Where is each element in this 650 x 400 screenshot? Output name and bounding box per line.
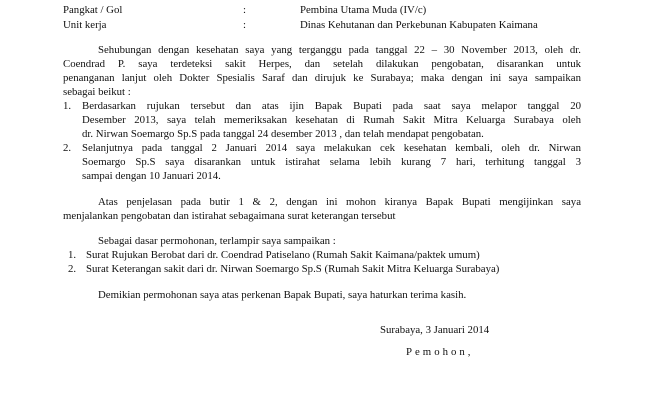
rank-value: Pembina Utama Muda (IV/c) <box>300 4 427 16</box>
point-line: dr. Nirwan Soemargo Sp.S pada tanggal 24 desember 2013 , dan telah mendapat pengobatan. <box>82 128 484 140</box>
attachment-number: 2. <box>68 263 77 275</box>
attachments-intro: Sebagai dasar permohonan, terlampir saya sampaikan : <box>98 235 336 247</box>
signature-title: Pemohon, <box>406 346 474 358</box>
attachment-number: 1. <box>68 249 77 261</box>
point-line: Soemargo Sp.S saya disarankan untuk istirahat selama lebih kurang 7 hari, terhitung tanggal 3 <box>82 156 581 168</box>
point-line: Berdasarkan rujukan tersebut dan atas ijin Bapak Bupati pada saat saya melapor tanggal 20 <box>82 100 581 112</box>
intro-line: penanganan lanjut oleh Dokter Spesialis Saraf dan dirujuk ke Surabaya; maka dengan ini saya sampaikan <box>63 72 581 84</box>
signature-place-date: Surabaya, 3 Januari 2014 <box>380 324 490 336</box>
rank-separator: : <box>243 4 246 16</box>
point-line: sampai dengan 10 Januari 2014. <box>82 170 221 182</box>
intro-line: Sehubungan dengan kesehatan saya yang terganggu pada tanggal 22 – 30 November 2013, oleh dr. <box>98 44 581 56</box>
unit-value: Dinas Kehutanan dan Perkebunan Kabupaten Kaimana <box>300 19 538 31</box>
point-line: Desember 2013, saya telah memeriksakan kesehatan di Rumah Sakit Mitra Keluarga Surabaya oleh <box>82 114 581 126</box>
attachment-item: Surat Keterangan sakit dari dr. Nirwan Soemargo Sp.S (Rumah Sakit Mitra Keluarga Surabaya) <box>86 263 500 275</box>
point-number: 1. <box>63 100 72 112</box>
rank-label: Pangkat / Gol <box>63 4 123 16</box>
request-line: Atas penjelasan pada butir 1 & 2, dengan ini mohon kiranya Bapak Bupati mengijinkan saya <box>98 196 581 208</box>
unit-separator: : <box>243 19 246 31</box>
point-line: Selanjutnya pada tanggal 2 Januari 2014 saya melakukan cek kesehatan kembali, oleh dr. Nirwan <box>82 142 581 154</box>
point-number: 2. <box>63 142 72 154</box>
intro-line: sebagai beikut : <box>63 86 131 98</box>
closing-sentence: Demikian permohonan saya atas perkenan Bapak Bupati, saya haturkan terima kasih. <box>98 289 467 301</box>
intro-line: Coendrad P. saya terdeteksi sakit Herpes, dan setelah dilakukan pengobatan, disarankan untuk <box>63 58 581 70</box>
attachment-item: Surat Rujukan Berobat dari dr. Coendrad Patiselano (Rumah Sakit Kaimana/paktek umum) <box>86 249 480 261</box>
request-line: menjalankan pengobatan dan istirahat sebagaimana surat keterangan tersebut <box>63 210 396 222</box>
unit-label: Unit kerja <box>63 19 107 31</box>
